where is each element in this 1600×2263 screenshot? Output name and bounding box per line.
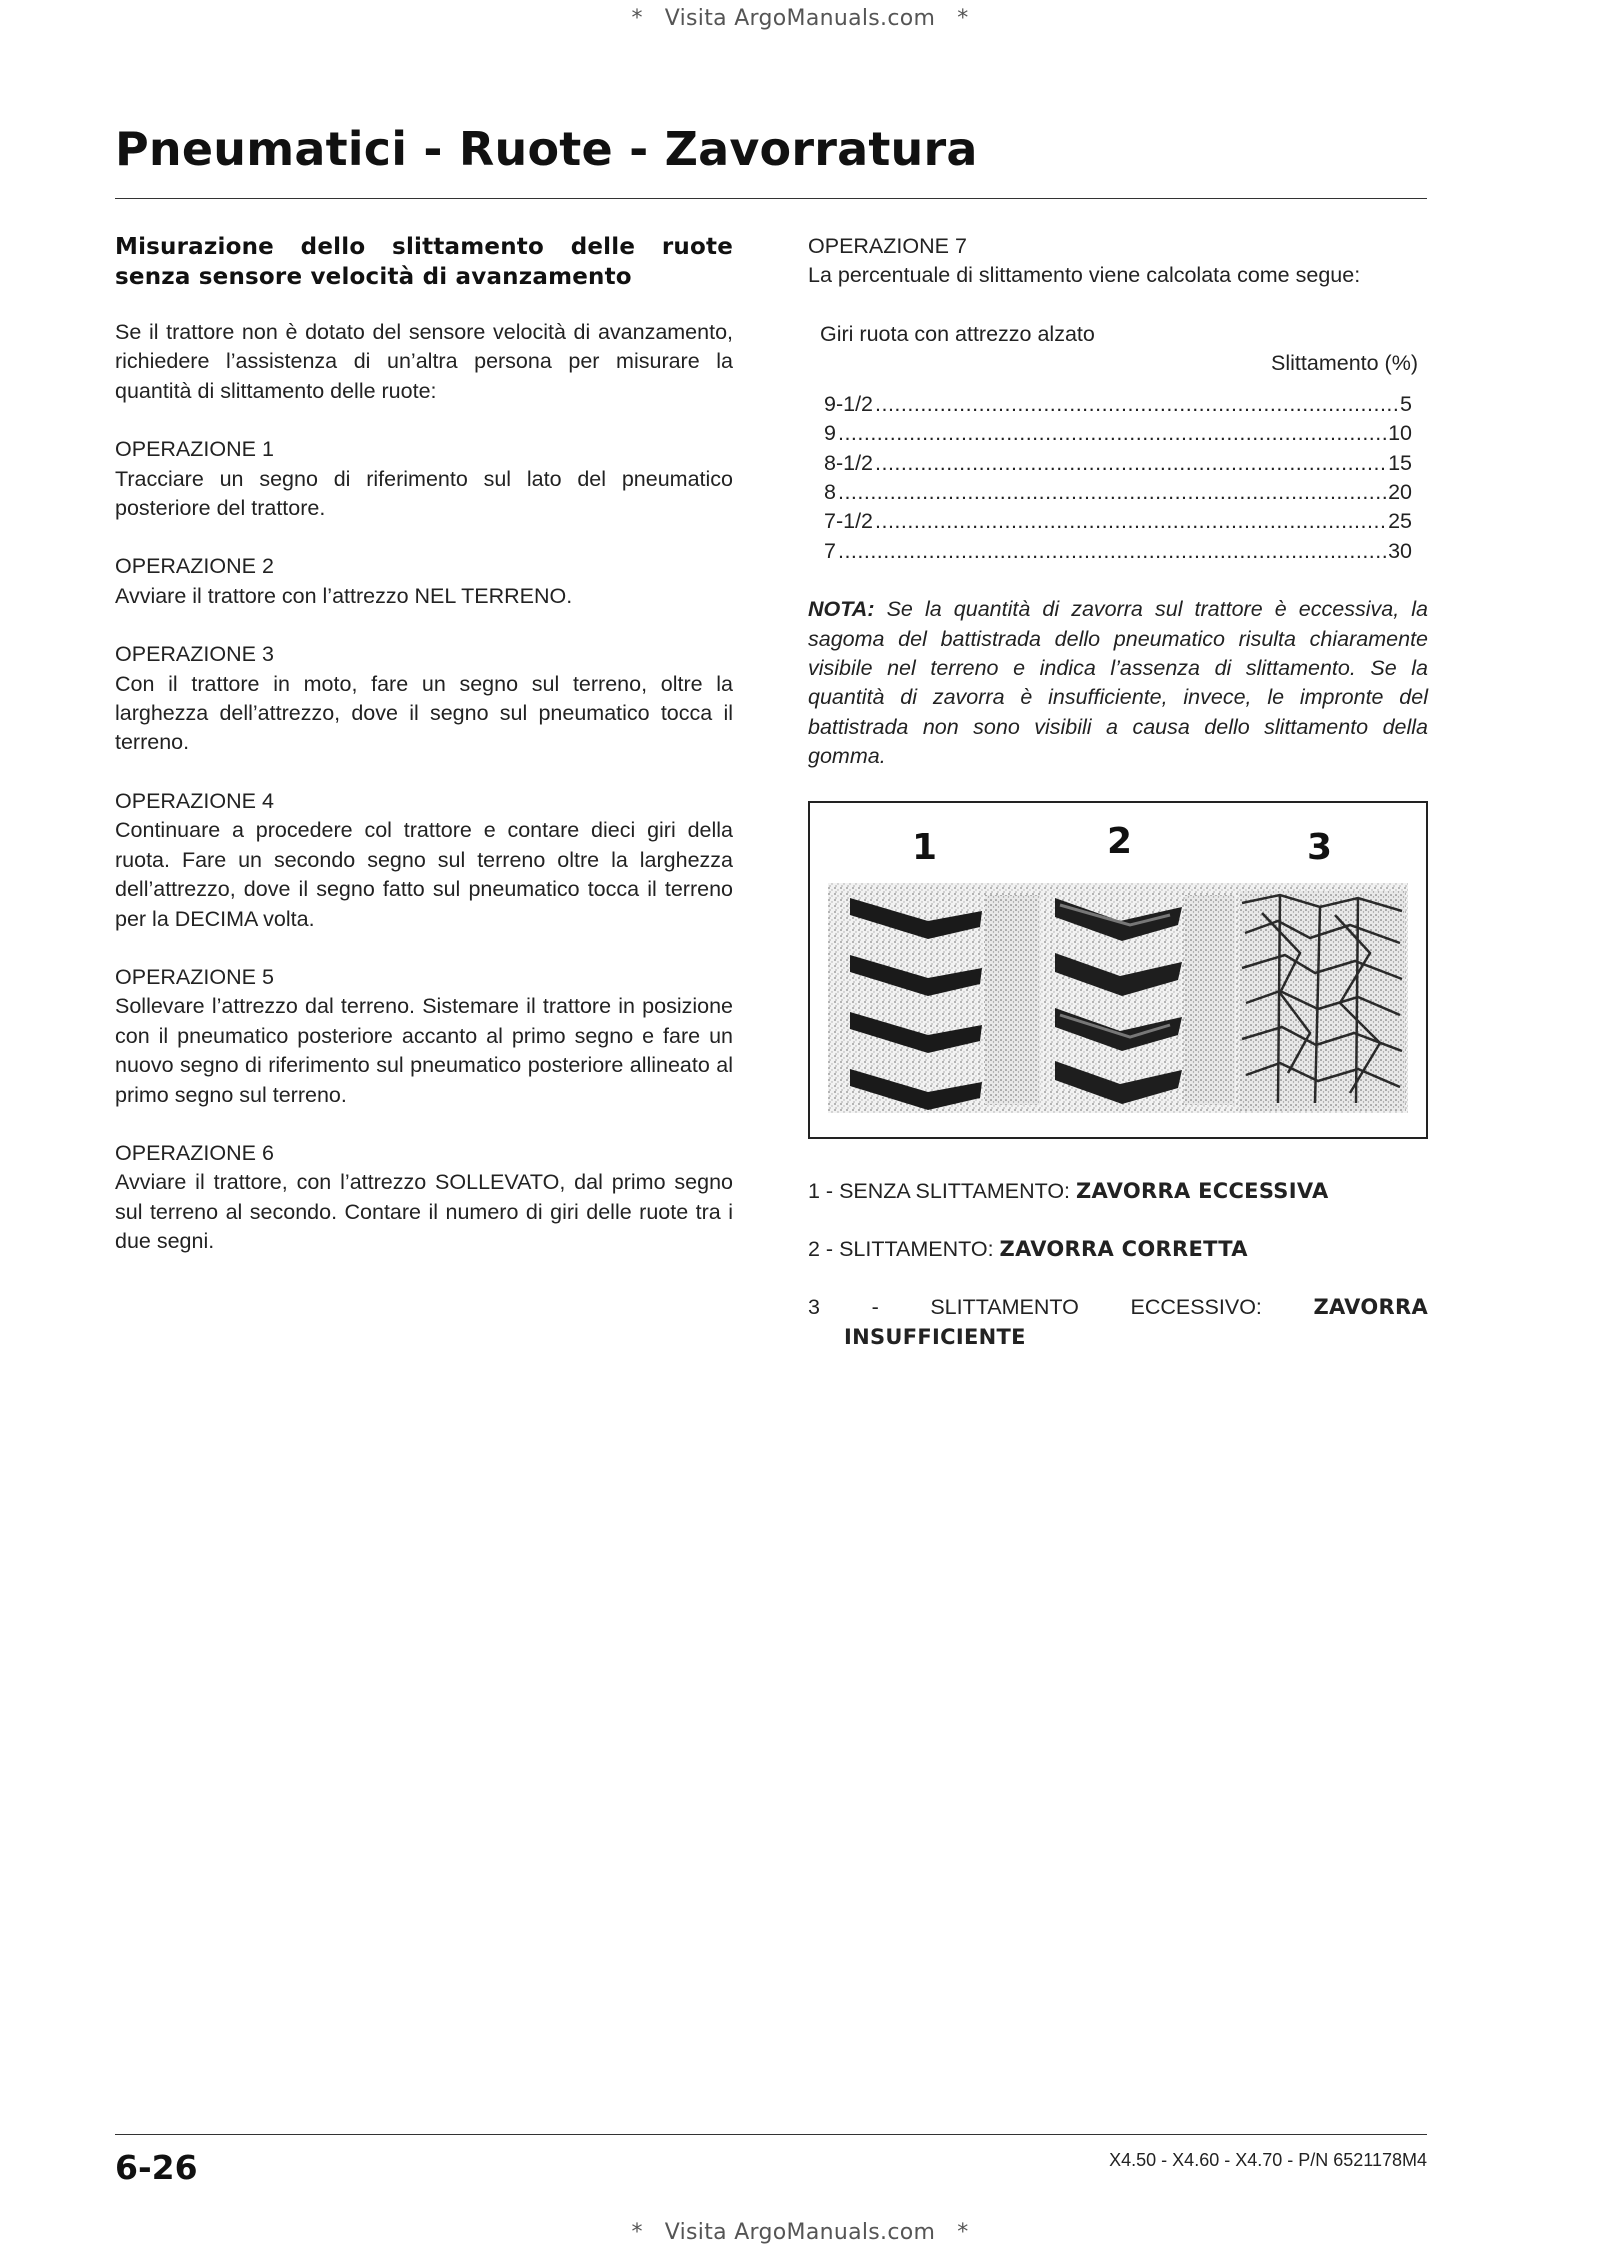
legend-prefix: 1 - SENZA SLITTAMENTO:	[808, 1178, 1077, 1203]
step-7-text: La percentuale di slittamento viene calcolata come segue:	[808, 263, 1361, 288]
intro-paragraph: Se il trattore non è dotato del sensore velocità di avanzamento, richiedere l’assistenza di un’altra persona per misurare la quantità di slittamento delle ruote:	[115, 320, 733, 403]
legend-item	[808, 1177, 1428, 1206]
dot-leader	[875, 507, 1386, 536]
table-row	[824, 419, 1412, 448]
tread-figure	[808, 801, 1428, 1139]
footer-rule	[115, 2134, 1427, 2135]
left-column	[115, 232, 733, 1257]
watermark-star: *	[957, 6, 969, 31]
figure-label-2: 2	[1107, 820, 1133, 862]
table-row	[824, 537, 1412, 566]
watermark-star: *	[631, 2220, 643, 2245]
step-title: OPERAZIONE 4	[115, 788, 274, 813]
table-cell-slip: 15	[1388, 450, 1412, 475]
step-title: OPERAZIONE 3	[115, 642, 274, 667]
table-row	[824, 507, 1412, 536]
note-label: NOTA:	[808, 597, 875, 622]
table-cell-slip: 25	[1388, 509, 1412, 534]
step-text: Continuare a procedere col trattore e contare dieci giri della ruota. Fare un secondo segno sul terreno oltre la larghezza dell’attrezzo, dove il segno fatto sul pneumatico tocca il terreno per la DECIMA volta.	[115, 818, 733, 931]
figure-label-3: 3	[1307, 826, 1333, 868]
step-title: OPERAZIONE 2	[115, 554, 274, 579]
table-cell-turns: 7	[824, 538, 836, 563]
dot-leader	[838, 419, 1386, 448]
step-text: Tracciare un segno di riferimento sul lato del pneumatico posteriore del trattore.	[115, 466, 733, 521]
right-column	[808, 232, 1428, 1381]
step-title: OPERAZIONE 6	[115, 1140, 274, 1165]
step-title: OPERAZIONE 1	[115, 437, 274, 462]
table-row	[824, 390, 1412, 419]
table-cell-slip: 5	[1400, 391, 1412, 416]
slip-table	[808, 390, 1428, 566]
table-cell-slip: 30	[1388, 538, 1412, 563]
step-block	[115, 963, 733, 1110]
table-cell-turns: 7-1/2	[824, 509, 874, 534]
step-block	[115, 787, 733, 934]
section-heading: Misurazione dello slittamento delle ruote senza sensore velocità di avanzamento	[115, 234, 733, 290]
page-number: 6-26	[115, 2148, 198, 2187]
table-cell-turns: 8	[824, 479, 836, 504]
watermark-star: *	[957, 2220, 969, 2245]
legend-prefix: 3 - SLITTAMENTO ECCESSIVO:	[808, 1295, 1314, 1320]
steps-list	[115, 435, 733, 1256]
step-7-title: OPERAZIONE 7	[808, 234, 967, 258]
tread-track-3	[1240, 891, 1405, 1111]
dot-leader	[838, 537, 1386, 566]
slip-table-header	[808, 320, 1428, 379]
note	[808, 595, 1428, 771]
watermark-top	[0, 6, 1600, 31]
legend-item	[808, 1235, 1428, 1264]
watermark-bottom	[0, 2220, 1600, 2245]
step-text: Avviare il trattore, con l’attrezzo SOLLEVATO, dal primo segno sul terreno al secondo. Contare il numero di giri delle ruote tra i due segni.	[115, 1170, 733, 1254]
table-cell-turns: 9-1/2	[824, 391, 874, 416]
page-title: Pneumatici - Ruote - Zavorratura	[115, 122, 978, 176]
table-cell-turns: 8-1/2	[824, 450, 874, 475]
step-text: Con il trattore in moto, fare un segno sul terreno, oltre la larghezza dell’attrezzo, dove il segno sul pneumatico tocca il terreno.	[115, 671, 733, 755]
step-title: OPERAZIONE 5	[115, 964, 274, 989]
note-text: Se la quantità di zavorra sul trattore è eccessiva, la sagoma del battistrada dello pneumatico risulta chiaramente visibile nel terreno e indica l’assenza di slittamento. Se la quantità di zavorra è insufficiente, invece, le impronte del battistrada non sono visibili a causa dello slittamento della gomma.	[808, 597, 1428, 769]
tread-illustration	[810, 803, 1426, 1137]
table-cell-slip: 10	[1388, 421, 1412, 446]
step-block	[115, 552, 733, 611]
legend-item	[808, 1293, 1428, 1352]
document-reference: X4.50 - X4.60 - X4.70 - P/N 6521178M4	[1109, 2150, 1427, 2170]
dot-leader	[875, 390, 1398, 419]
step-text: Avviare il trattore con l’attrezzo NEL TERRENO.	[115, 583, 573, 608]
watermark-text: Visita ArgoManuals.com	[664, 2220, 936, 2245]
step-block	[115, 435, 733, 523]
dot-leader	[838, 478, 1386, 507]
table-row	[824, 478, 1412, 507]
legend-prefix: 2 - SLITTAMENTO:	[808, 1237, 1000, 1261]
table-header-turns: Giri ruota con attrezzo alzato	[820, 321, 1095, 346]
table-row	[824, 449, 1412, 478]
legend-value: ZAVORRA ECCESSIVA	[1076, 1178, 1329, 1203]
step-block	[115, 1139, 733, 1257]
watermark-star: *	[631, 6, 643, 31]
table-cell-turns: 9	[824, 421, 836, 446]
table-header-slip: Slittamento (%)	[1271, 350, 1418, 375]
watermark-text: Visita ArgoManuals.com	[664, 6, 936, 31]
legend-value: ZAVORRA CORRETTA	[999, 1237, 1248, 1261]
table-cell-slip: 20	[1388, 479, 1412, 504]
step-block	[115, 640, 733, 758]
header-rule	[115, 198, 1427, 199]
legend-value: ZAVORRA INSUFFICIENTE	[844, 1295, 1428, 1349]
dot-leader	[875, 449, 1386, 478]
figure-label-1: 1	[912, 826, 938, 868]
step-text: Sollevare l’attrezzo dal terreno. Sistemare il trattore in posizione con il pneumatico posteriore accanto al primo segno e fare un nuovo segno di riferimento sul pneumatico posteriore allineato al primo segno sul terreno.	[115, 994, 733, 1107]
figure-legend	[808, 1177, 1428, 1353]
